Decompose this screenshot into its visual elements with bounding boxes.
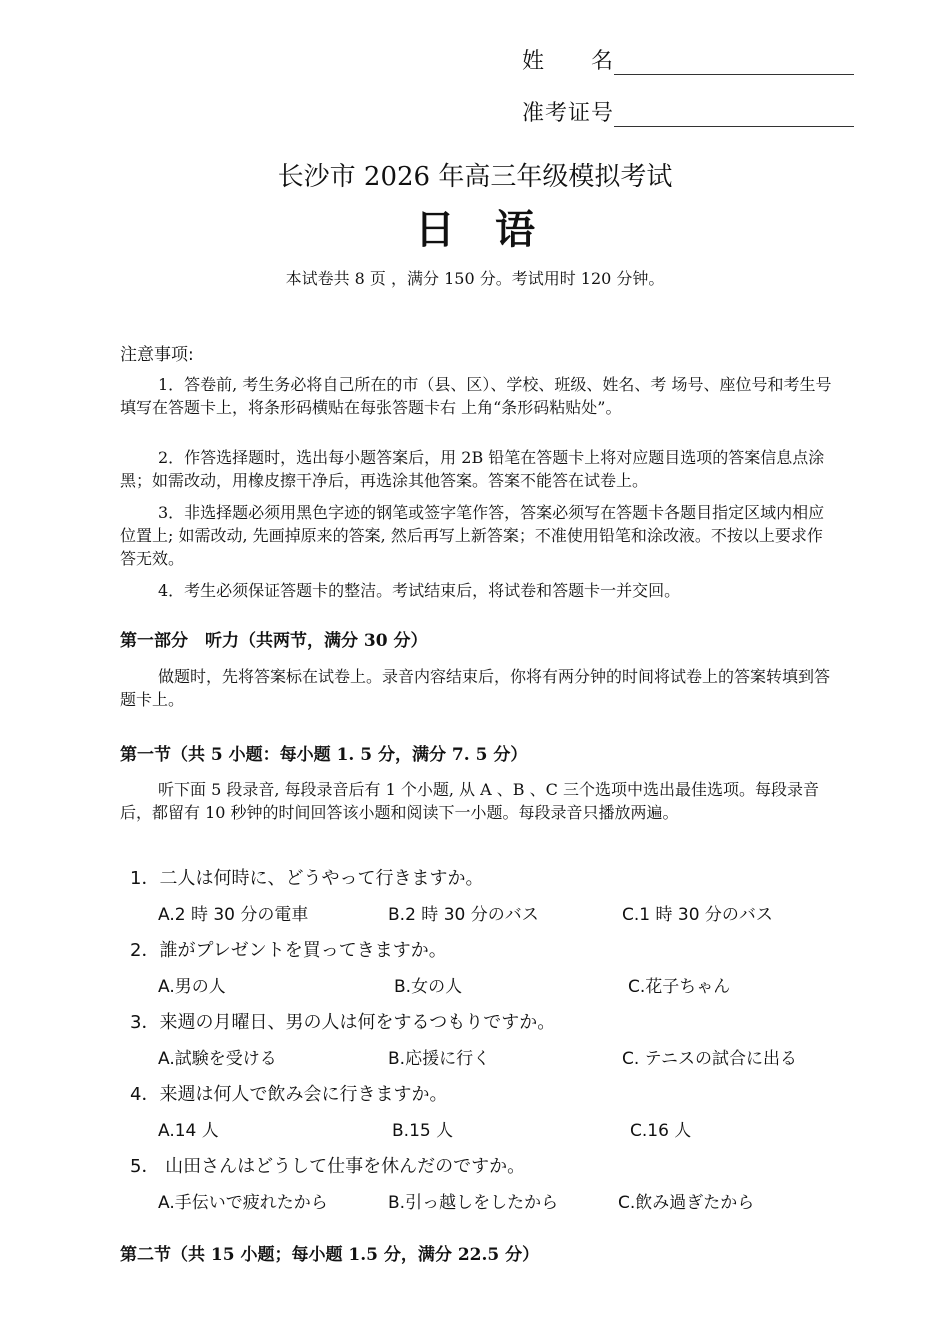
note-item: 1．答卷前, 考生务必将自己所在的市（县、区）、学校、班级、姓名、考 场号、座位号和考生号填写在答题卡上，将条形码横贴在每张答题卡右 上角“条形码粘贴处”。 bbox=[120, 375, 832, 417]
note-item: 3．非选择题必须用黑色字迹的钢笔或签字笔作答，答案必须写在答题卡各题目指定区域内相应位置上; 如需改动, 先画掉原来的答案, 然后再写上新答案；不准使用铅笔和涂改液。不按以上要求作答无效。 bbox=[120, 503, 825, 568]
option-a: A.2 時 30 分の電車 bbox=[158, 905, 309, 925]
option-b: B.応援に行く bbox=[388, 1049, 491, 1069]
part1-heading: 第一部分 听力（共两节，满分 30 分） bbox=[120, 631, 428, 651]
note-item: 2．作答选择题时，选出每小题答案后，用 2B 铅笔在答题卡上将对应题目选项的答案信息点涂黑；如需改动，用橡皮擦干净后，再选涂其他答案。答案不能答在试卷上。 bbox=[120, 448, 825, 490]
option-b: B.女の人 bbox=[394, 977, 463, 997]
section1-heading: 第一节（共 5 小题：每小题 1. 5 分，满分 7. 5 分） bbox=[120, 745, 528, 765]
section1-instructions: 听下面 5 段录音, 每段录音后有 1 个小题, 从 A 、B 、C 三个选项中选出最佳选项。每段录音后，都留有 10 秒钟的时间回答该小题和阅读下一小题。每段录音只播放两遍。 bbox=[120, 780, 819, 822]
name-field bbox=[522, 44, 854, 75]
question-stem: 4．来週は何人で飲み会に行きますか。 bbox=[130, 1084, 448, 1105]
question-stem: 3．来週の月曜日、男の人は何をするつもりですか。 bbox=[130, 1012, 556, 1033]
exam-id-label: 准考证号 bbox=[522, 101, 615, 126]
part1-instructions: 做题时，先将答案标在试卷上。录音内容结束后，你将有两分钟的时间将试卷上的答案转填到答题卡上。 bbox=[120, 667, 831, 709]
exam-id-field bbox=[522, 96, 854, 127]
question-stem: 5． 山田さんはどうして仕事を休んだのですか。 bbox=[130, 1156, 526, 1177]
name-blank-line bbox=[614, 52, 854, 75]
option-b: B.15 人 bbox=[392, 1121, 454, 1141]
option-c: C.花子ちゃん bbox=[628, 977, 731, 997]
option-c: C.1 時 30 分のバス bbox=[622, 905, 773, 925]
note-item: 4．考生必须保证答题卡的整洁。考试结束后，将试卷和答题卡一并交回。 bbox=[158, 581, 681, 600]
option-c: C.飲み過ぎたから bbox=[618, 1193, 755, 1213]
option-c: C.16 人 bbox=[630, 1121, 692, 1141]
option-a: A.手伝いで疲れたから bbox=[158, 1193, 328, 1213]
name-label: 姓 名 bbox=[522, 49, 615, 74]
section2-heading: 第二节（共 15 小题；每小题 1.5 分，满分 22.5 分） bbox=[120, 1245, 540, 1265]
exam-id-blank-line bbox=[614, 104, 854, 127]
question-stem: 2．誰がプレゼントを買ってきますか。 bbox=[130, 940, 447, 961]
exam-title: 长沙市 2026 年高三年级模拟考试 bbox=[277, 162, 673, 192]
question-stem: 1．二人は何時に、どうやって行きますか。 bbox=[130, 868, 484, 889]
subject-title: 日 语 bbox=[415, 207, 535, 253]
option-a: A.男の人 bbox=[158, 977, 226, 997]
option-a: A.14 人 bbox=[158, 1121, 219, 1141]
notes-heading: 注意事项: bbox=[120, 345, 194, 365]
option-a: A.試験を受ける bbox=[158, 1049, 277, 1069]
exam-info: 本试卷共 8 页 ，满分 150 分。考试用时 120 分钟。 bbox=[285, 269, 665, 288]
option-b: B.引っ越しをしたから bbox=[388, 1193, 559, 1213]
option-c: C. テニスの試合に出る bbox=[622, 1049, 797, 1069]
option-b: B.2 時 30 分のバス bbox=[388, 905, 539, 925]
